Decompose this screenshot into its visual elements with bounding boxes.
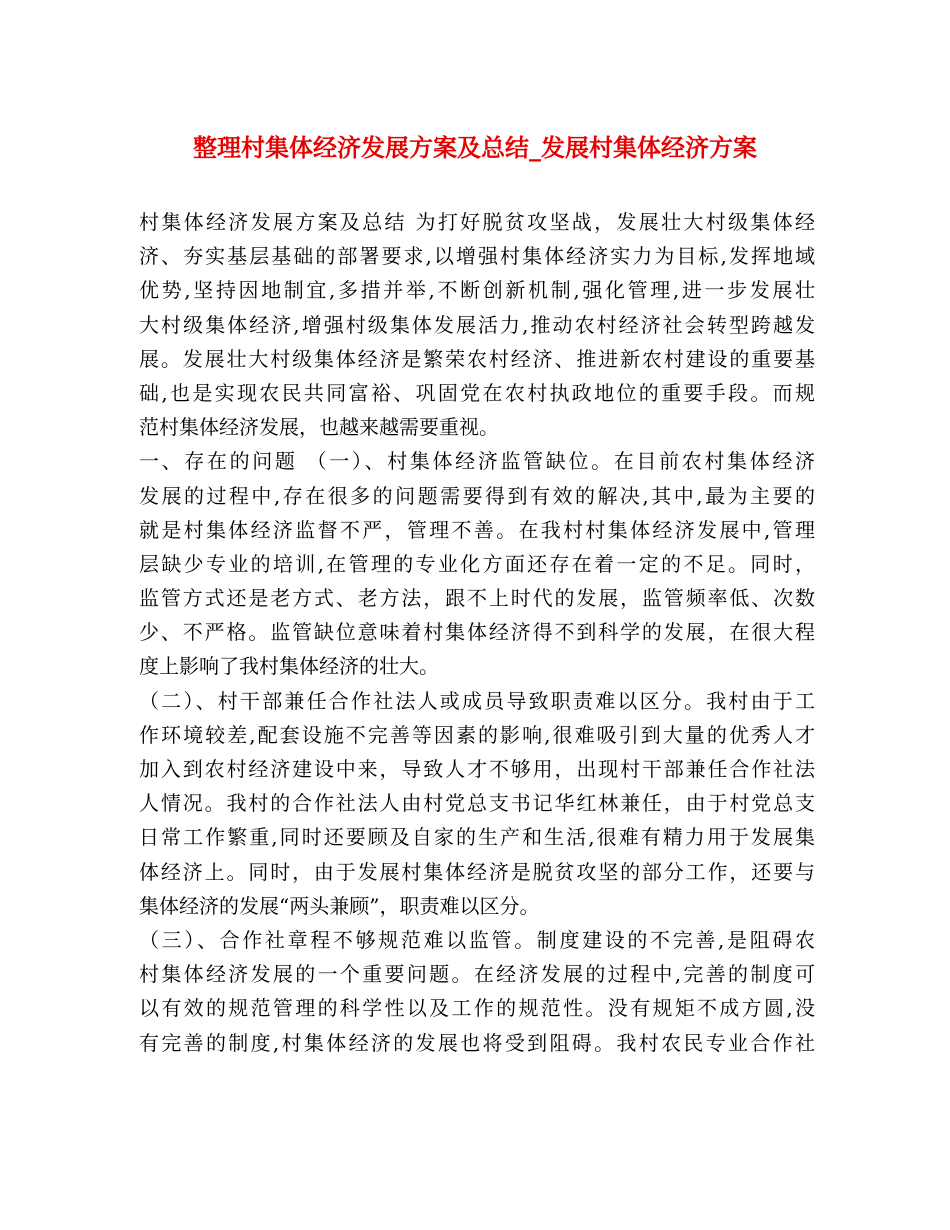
body-line: 日常工作繁重,同时还要顾及自家的生产和生活,很难有精力用于发展集 <box>139 825 815 850</box>
document-title: 整理村集体经济发展方案及总结_发展村集体经济方案 <box>193 133 757 162</box>
body-line: 范村集体经济发展，也越来越需要重视。 <box>139 415 499 440</box>
body-line: 作环境较差,配套设施不完善等因素的影响,很难吸引到大量的优秀人才 <box>139 722 815 747</box>
body-line: 加入到农村经济建设中来，导致人才不够用，出现村干部兼任合作社法 <box>139 757 815 781</box>
body-line: 以有效的规范管理的科学性以及工作的规范性。没有规矩不成方圆,没 <box>139 996 815 1021</box>
body-line: 监管方式还是老方式、老方法，跟不上时代的发展，监管频率低、次数 <box>139 586 815 611</box>
body-line: 优势,坚持因地制宜,多措并举,不断创新机制,强化管理,进一步发展壮 <box>139 278 815 303</box>
body-line: 集体经济的发展“两头兼顾”，职责难以区分。 <box>139 893 540 918</box>
body-line: 少、不严格。监管缺位意味着村集体经济得不到科学的发展，在很大程 <box>139 620 815 645</box>
body-line: 体经济上。同时，由于发展村集体经济是脱贫攻坚的部分工作，还要与 <box>139 859 815 884</box>
body-line: （三）、合作社章程不够规范难以监管。制度建设的不完善,是阻碍农 <box>139 927 815 952</box>
body-line: 础,也是实现农民共同富裕、巩固党在农村执政地位的重要手段。而规 <box>139 380 815 405</box>
body-line: 大村级集体经济,增强村级集体发展活力,推动农村经济社会转型跨越发 <box>139 312 815 337</box>
body-line: 一、存在的问题 （一）、村集体经济监管缺位。在目前农村集体经济 <box>139 449 815 474</box>
body-line: 就是村集体经济监督不严，管理不善。在我村村集体经济发展中,管理 <box>139 517 815 542</box>
body-line: 度上影响了我村集体经济的壮大。 <box>139 654 439 679</box>
body-line: 发展的过程中,存在很多的问题需要得到有效的解决,其中,最为主要的 <box>139 483 815 508</box>
body-line: 村集体经济发展方案及总结 为打好脱贫攻坚战，发展壮大村级集体经 <box>139 210 815 234</box>
body-line: 济、夯实基层基础的部署要求,以增强村集体经济实力为目标,发挥地域 <box>139 244 815 269</box>
body-line: （二）、村干部兼任合作社法人或成员导致职责难以区分。我村由于工 <box>139 688 815 713</box>
document-body <box>139 205 815 1060</box>
body-line: 村集体经济发展的一个重要问题。在经济发展的过程中,完善的制度可 <box>139 962 815 987</box>
body-line: 层缺少专业的培训,在管理的专业化方面还存在着一定的不足。同时， <box>139 551 815 576</box>
body-line: 人情况。我村的合作社法人由村党总支书记华红林兼任，由于村党总支 <box>139 791 815 816</box>
body-line: 有完善的制度,村集体经济的发展也将受到阻碍。我村农民专业合作社 <box>139 1030 815 1055</box>
body-line: 展。发展壮大村级集体经济是繁荣农村经济、推进新农村建设的重要基 <box>139 346 815 371</box>
